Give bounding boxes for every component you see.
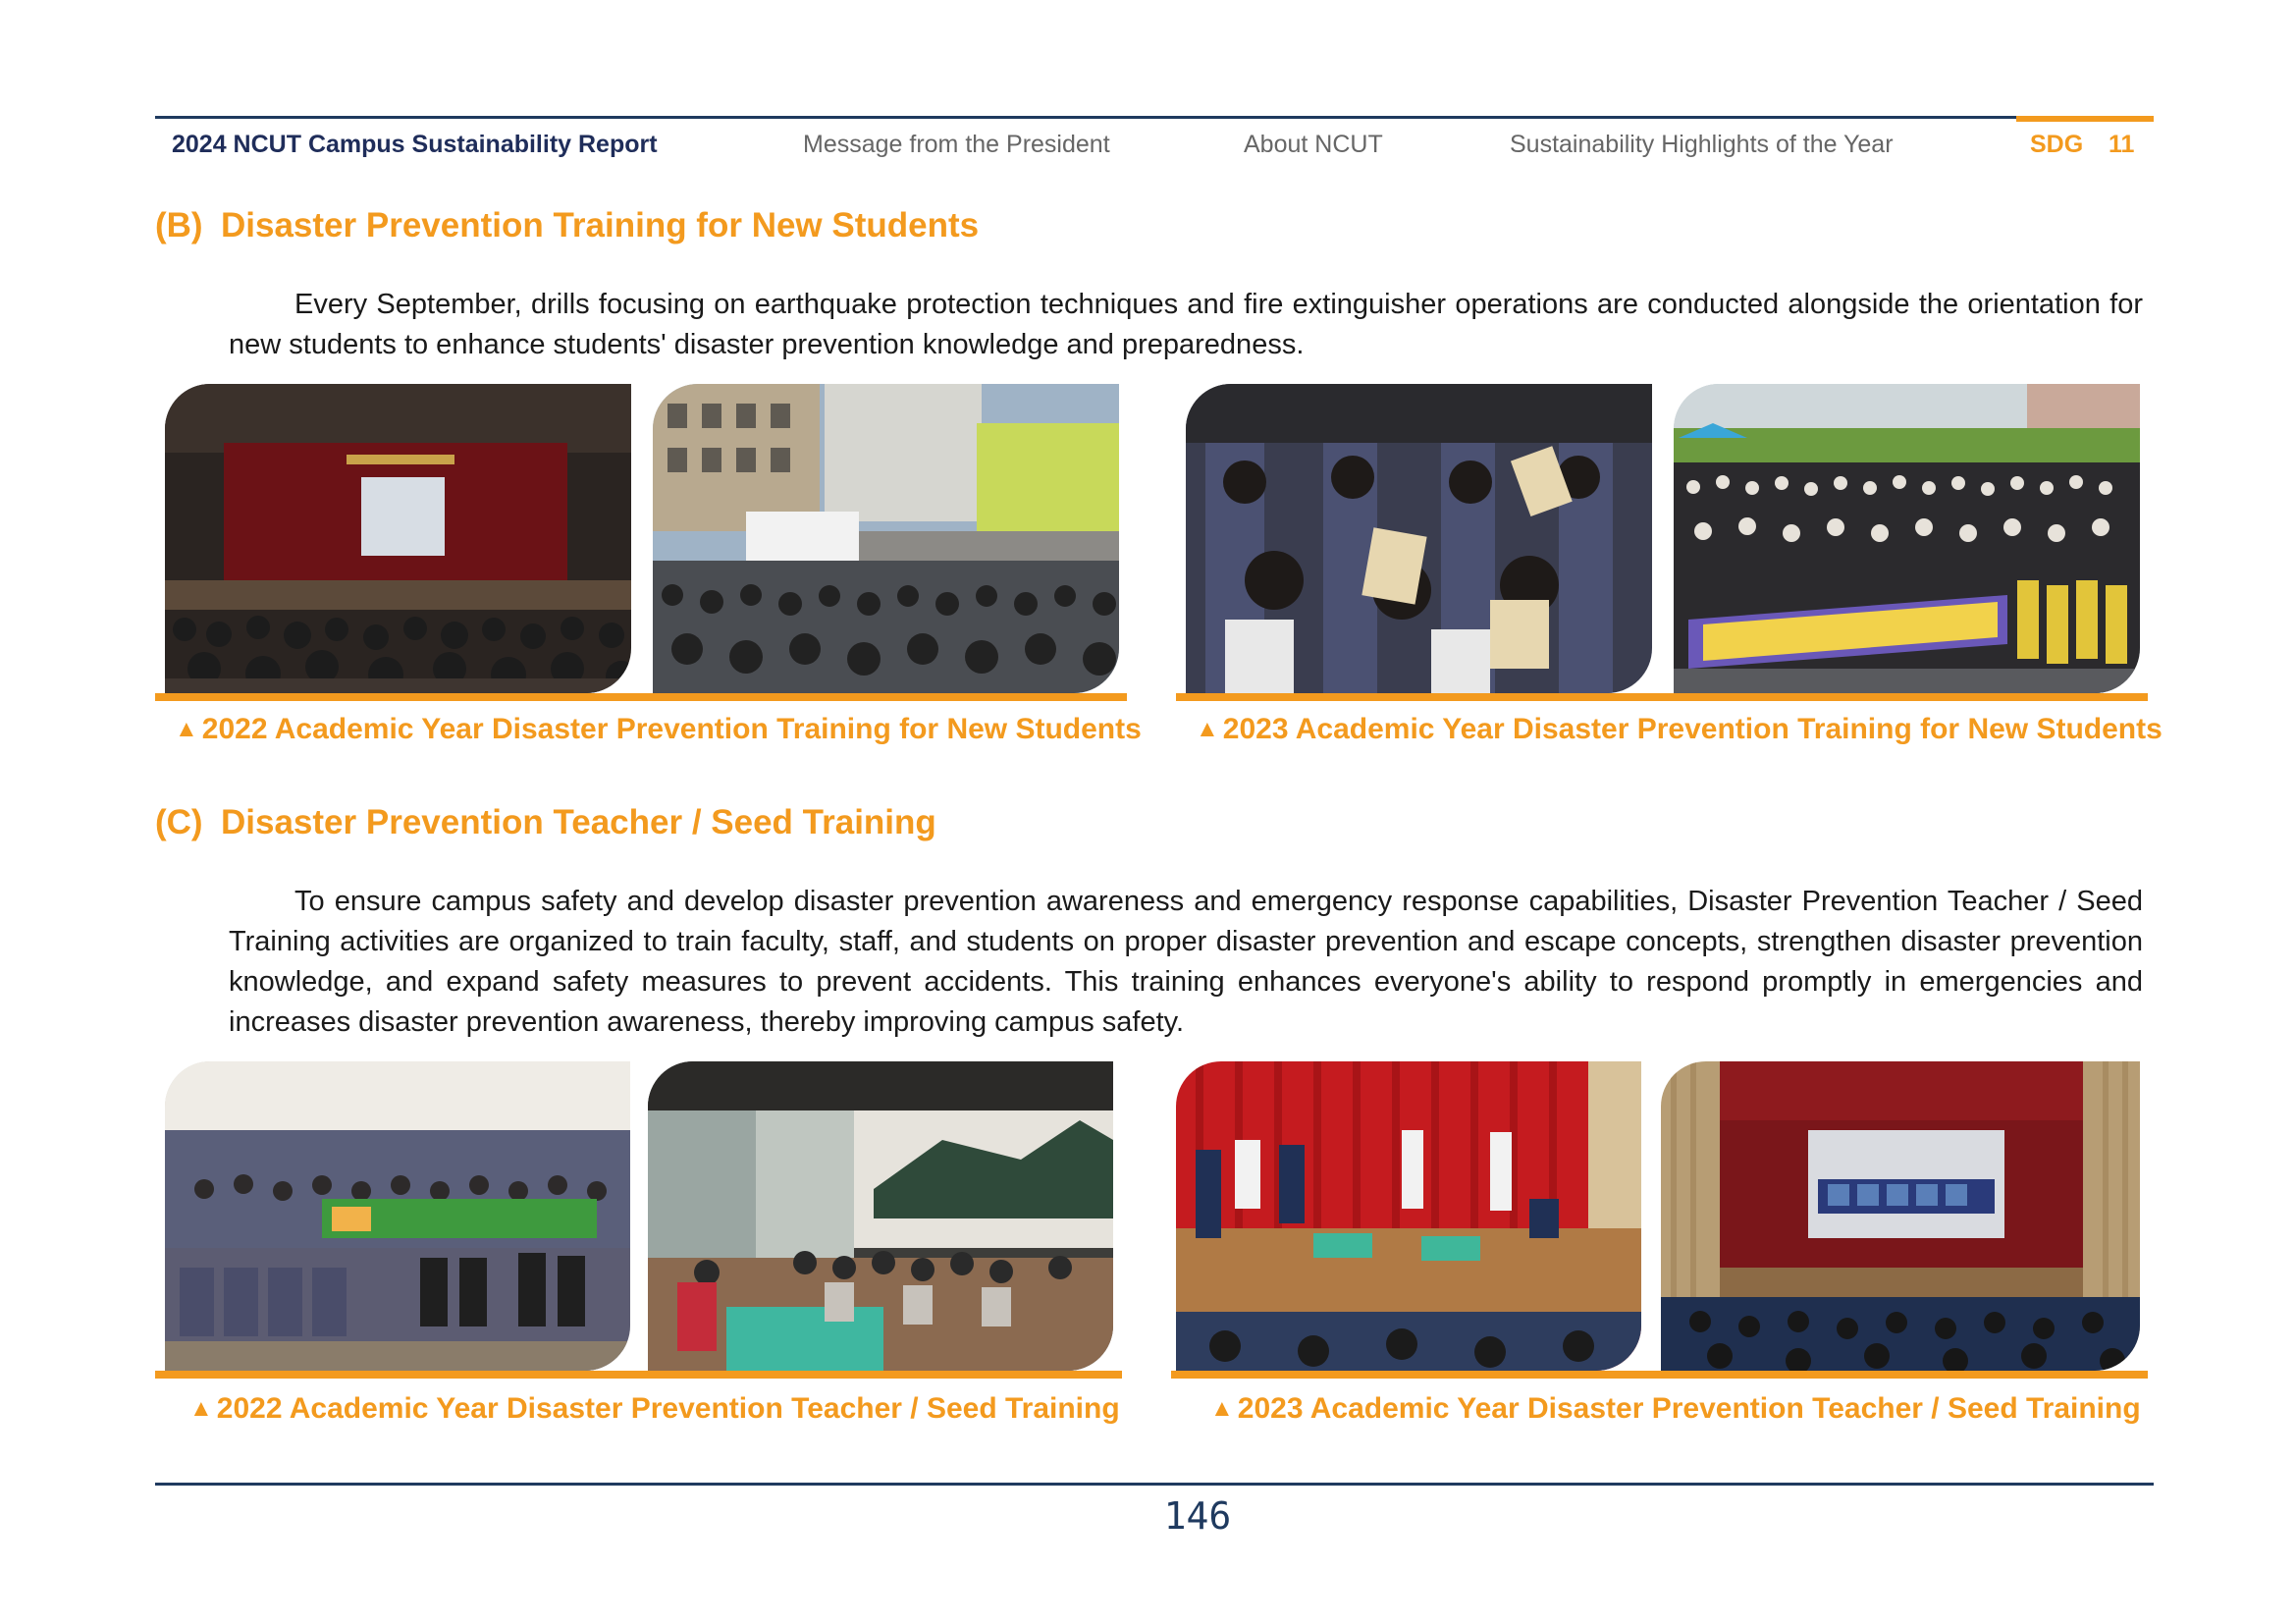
- section-c-paragraph: To ensure campus safety and develop disaster prevention awareness and emergency response capabilities, Disaster Prevention Teacher / Seed Training activities are organized to train faculty, staff, and students on proper disaster prevention and escape concepts, strengthen disaster prevention knowledge, and expand safety measures to prevent accidents. This training enhances everyone's ability to respond promptly in emergencies and increases disaster prevention awareness, thereby improving campus safety.: [229, 886, 2143, 1038]
- caption-marker-icon: ▲: [1210, 1395, 1234, 1422]
- nav-sustainability-highlights[interactable]: Sustainability Highlights of the Year: [1510, 131, 1894, 158]
- photo-2023-lecture-hall: [1186, 384, 1652, 693]
- sdg-label: SDG: [2030, 131, 2084, 158]
- caption-rule-2023-b: [1176, 693, 2148, 701]
- photo-2023-group-field: [1674, 384, 2140, 693]
- caption-2022-new-students: ▲ 2022 Academic Year Disaster Prevention Training for New Students: [175, 713, 1142, 745]
- photo-2022-cpr-practice: [648, 1061, 1113, 1371]
- section-b-paragraph: Every September, drills focusing on earthquake protection techniques and fire extinguisher operations are conducted alongside the orientation for new students to enhance students' disaster prevention knowledge and preparedness.: [229, 289, 2143, 360]
- caption-2023-new-students: ▲ 2023 Academic Year Disaster Prevention Training for New Students: [1196, 713, 2163, 745]
- nav-about-ncut[interactable]: About NCUT: [1244, 131, 1383, 158]
- caption-marker-icon: ▲: [1196, 716, 1219, 742]
- photo-2023-screen-lecture: [1661, 1061, 2140, 1371]
- section-c-label: (C): [155, 803, 203, 841]
- footer-rule: [155, 1483, 2154, 1486]
- section-c-heading: [155, 803, 936, 842]
- caption-2023-teacher-seed: ▲ 2023 Academic Year Disaster Prevention Teacher / Seed Training: [1210, 1392, 2141, 1425]
- photo-2022-teacher-hall: [165, 1061, 630, 1371]
- nav-message-from-president[interactable]: Message from the President: [803, 131, 1110, 158]
- section-b-title: Disaster Prevention Training for New Students: [221, 206, 980, 244]
- caption-marker-icon: ▲: [175, 716, 198, 742]
- section-c-title: Disaster Prevention Teacher / Seed Training: [221, 803, 936, 841]
- sdg-number: 11: [2109, 131, 2135, 158]
- photo-2022-auditorium: [165, 384, 631, 693]
- header-rule: [155, 116, 2016, 119]
- section-b-heading: [155, 206, 979, 245]
- header-accent-bar: [2016, 116, 2154, 122]
- caption-2022-teacher-seed: ▲ 2022 Academic Year Disaster Prevention Teacher / Seed Training: [189, 1392, 1120, 1425]
- caption-rule-2023-c: [1171, 1371, 2148, 1379]
- page-number: 146: [1163, 1494, 1232, 1538]
- caption-marker-icon: ▲: [189, 1395, 213, 1422]
- photo-2023-stage-cpr: [1176, 1061, 1641, 1371]
- caption-rule-2022-c: [155, 1371, 1122, 1379]
- caption-rule-2022-b: [155, 693, 1127, 701]
- report-title: 2024 NCUT Campus Sustainability Report: [172, 131, 658, 158]
- section-b-label: (B): [155, 206, 203, 244]
- photo-2022-outdoor-drill: [653, 384, 1119, 693]
